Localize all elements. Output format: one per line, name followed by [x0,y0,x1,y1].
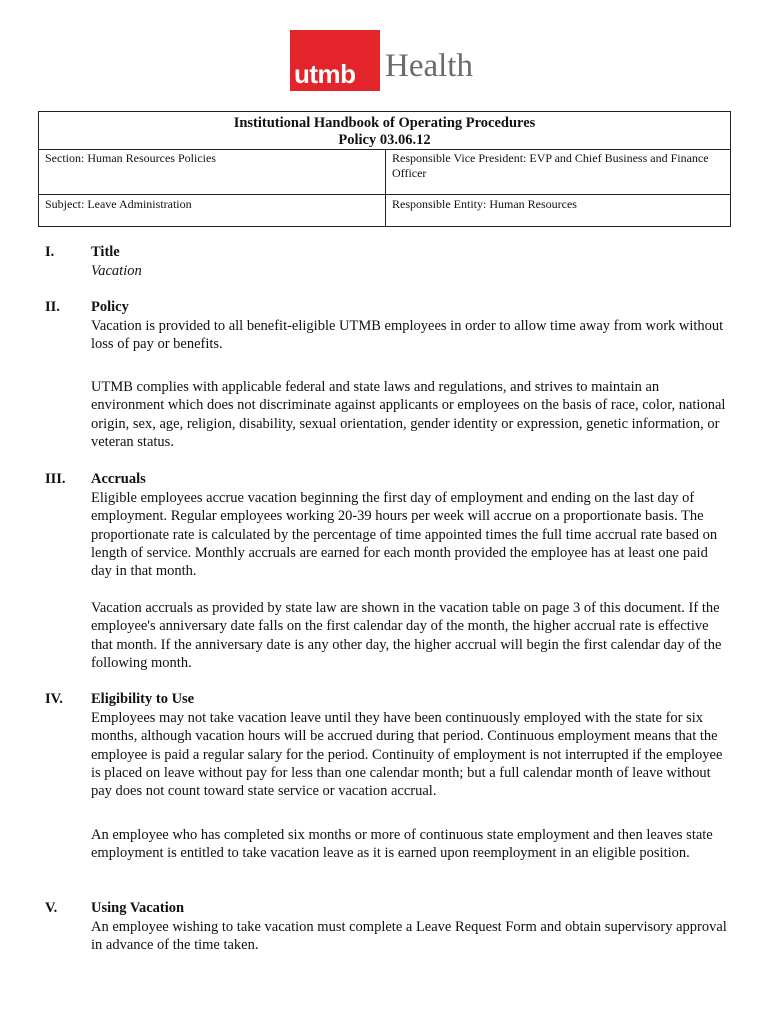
section-paragraph: UTMB complies with applicable federal and state laws and regulations, and strives to maintain an environment which does not discriminate against applicants or employees on the basis of race, color, national origin, sex, age, religion, disability, sexual orientation, gender identity or expression, genetic information, or veteran status. [91,379,726,450]
section-cell: Section: Human Resources Policies [45,151,216,165]
section-heading: Policy [91,299,129,315]
section-paragraph: An employee wishing to take vacation must complete a Leave Request Form and obtain supervisory approval in advance of the time taken. [91,919,727,954]
section-paragraph: An employee who has completed six months or more of continuous state employment and then leaves state employment is entitled to take vacation leave as it is earned upon reemployment in an eligible position. [91,827,713,862]
logo-mark-text: utmb [294,59,356,89]
section-number: IV. [45,691,63,707]
section-number: I. [45,244,55,260]
responsible-vp-cell: Responsible Vice President: EVP and Chief Business and Finance Officer [392,151,709,180]
section-paragraph: Vacation accruals as provided by state law are shown in the vacation table on page 3 of this document. If the employee's anniversary date falls on the first calendar day of the month, the higher accrual rate is effective that month. If the anniversary date is any other day, the higher accrual will begin the first calendar day of the following month. [91,600,722,671]
policy-number: Policy 03.06.12 [338,132,431,148]
section-heading: Accruals [91,471,146,487]
section-paragraph: Employees may not take vacation leave until they have been continuously employed with the state for six months, although vacation hours will be accrued during that period. Continuous employment means that the employee is paid a regular salary for the period. Continuity of employment is not interrupted if the employee is placed on leave without pay for less than one calendar month; but a full calendar month of leave without pay does not count toward state service or vacation accrual. [91,710,723,800]
handbook-title: Institutional Handbook of Operating Procedures [233,115,536,131]
section-paragraph: Vacation is provided to all benefit-eligible UTMB employees in order to allow time away from work without loss of pay or benefits. [91,318,724,353]
section-heading: Eligibility to Use [91,691,195,707]
policy-header-table [38,111,731,227]
table-column-divider [385,149,386,227]
section-paragraph: Eligible employees accrue vacation beginning the first day of employment and ending on the last day of employment. Regular employees working 20-39 hours per week will accrue on a proportionate basis. The proportionate rate is calculated by the percentage of time appointed times the full time accrual rate based on length of service. Monthly accruals are earned for each month provided the employee has at least one paid day in that month. [91,490,718,580]
section-number: II. [45,299,60,315]
section-heading: Title [91,244,120,260]
logo-red-box [290,30,380,91]
responsible-entity-cell: Responsible Entity: Human Resources [392,197,577,211]
subject-cell: Subject: Leave Administration [45,197,192,211]
logo-word-text: Health [385,48,473,84]
section-heading: Using Vacation [91,900,185,916]
policy-title-block [39,115,730,149]
section-paragraph: Vacation [91,263,142,279]
section-number: III. [45,471,66,487]
section-number: V. [45,900,58,916]
